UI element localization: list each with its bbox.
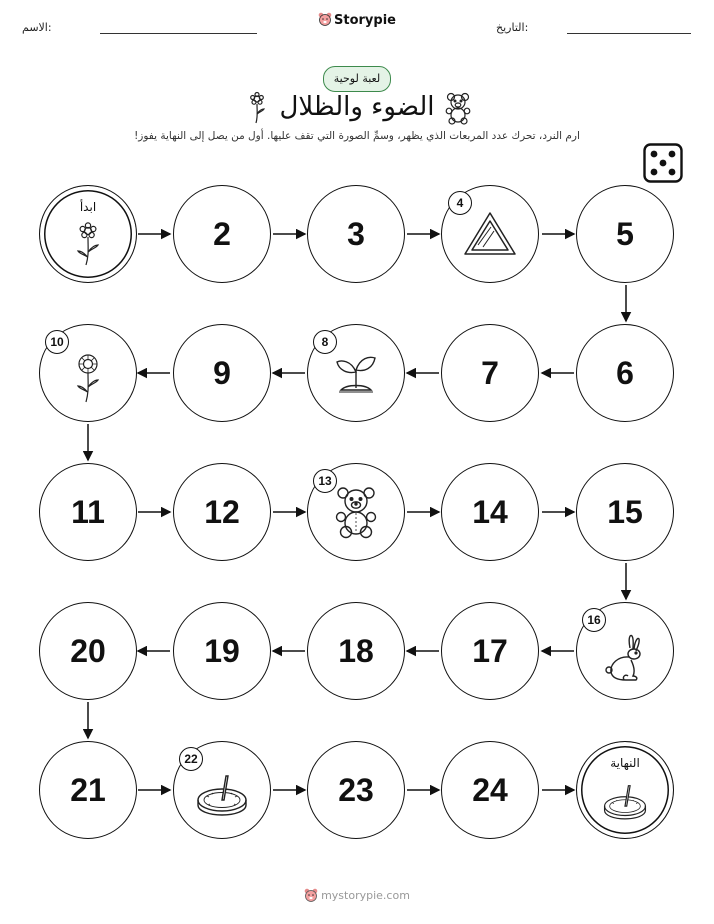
board-cell-6[interactable]: 6 <box>576 324 674 422</box>
rabbit-icon <box>602 634 648 684</box>
board-cell-23[interactable]: 23 <box>307 741 405 839</box>
board-cell-19[interactable]: 19 <box>173 602 271 700</box>
sprout-icon <box>333 350 379 396</box>
cell-badge-16: 16 <box>582 608 606 632</box>
prism-icon <box>461 209 519 259</box>
game-type-badge: لعبة لوحية <box>323 66 391 92</box>
cell-badge-22: 22 <box>179 747 203 771</box>
board-cell-17[interactable]: 17 <box>441 602 539 700</box>
instructions: ارم النرد، تحرك عدد المربعات الذي يظهر، وسمِّ الصورة التي تقف عليها. أول من يصل إلى النهاية يفوز! <box>134 130 580 142</box>
footer <box>0 888 714 905</box>
page-title: الضوء والظلال <box>279 92 435 122</box>
teddy-bear-icon <box>332 485 380 539</box>
cell-badge-8: 8 <box>313 330 337 354</box>
board-cell-12[interactable]: 12 <box>173 463 271 561</box>
board-cell-5[interactable]: 5 <box>576 185 674 283</box>
board-cell-end[interactable] <box>576 741 674 839</box>
sundial-icon <box>602 782 648 820</box>
board-cell-24[interactable]: 24 <box>441 741 539 839</box>
board-cell-2[interactable]: 2 <box>173 185 271 283</box>
board-cell-15[interactable]: 15 <box>576 463 674 561</box>
footer-url[interactable]: mystorypie.com <box>321 889 410 902</box>
board-cell-14[interactable]: 14 <box>441 463 539 561</box>
board-cell-18[interactable]: 18 <box>307 602 405 700</box>
cell-badge-13: 13 <box>313 469 337 493</box>
flower-icon <box>73 222 103 266</box>
sundial-icon <box>195 772 249 816</box>
board-cell-start[interactable] <box>39 185 137 283</box>
cell-badge-10: 10 <box>45 330 69 354</box>
board-cell-9[interactable]: 9 <box>173 324 271 422</box>
brand-name: Storypie <box>334 13 396 28</box>
date-label: التاريخ: <box>496 21 529 34</box>
board-cell-11[interactable]: 11 <box>39 463 137 561</box>
name-label: الاسم: <box>22 21 52 34</box>
board-cell-21[interactable]: 21 <box>39 741 137 839</box>
start-label: ابدأ <box>79 200 97 214</box>
cell-badge-4: 4 <box>448 191 472 215</box>
board-cell-20[interactable]: 20 <box>39 602 137 700</box>
end-label: النهاية <box>610 756 640 770</box>
flower-icon <box>71 353 105 403</box>
board-cell-7[interactable]: 7 <box>441 324 539 422</box>
bear-logo-icon <box>304 888 318 905</box>
board-cell-3[interactable]: 3 <box>307 185 405 283</box>
